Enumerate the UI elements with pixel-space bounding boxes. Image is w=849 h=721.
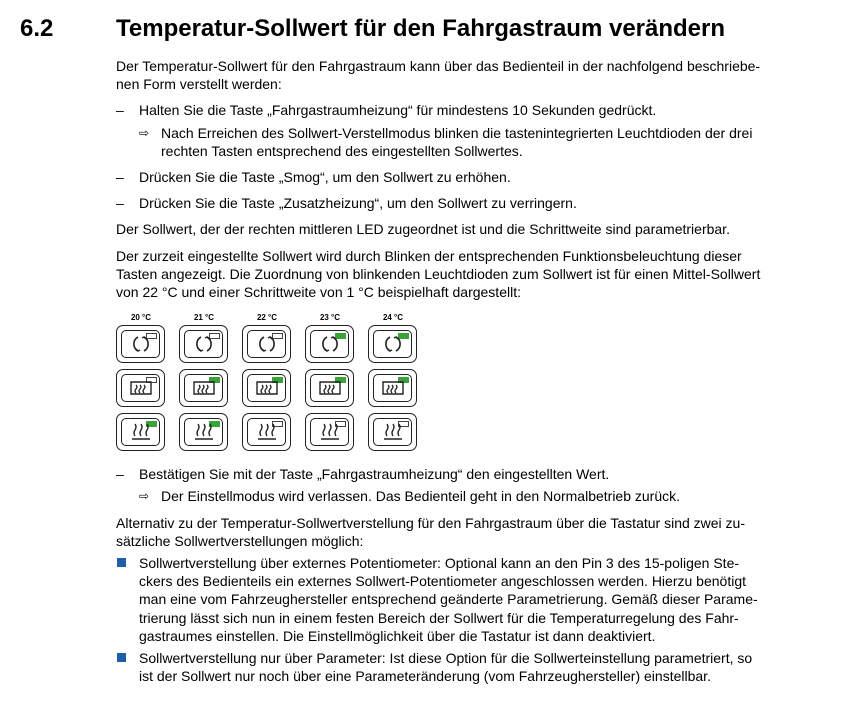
- button-face: [121, 418, 160, 446]
- step-text: Halten Sie die Taste „Fahrgastraumheizung“ für mindestens 10 Sekunden gedrückt.: [139, 102, 657, 119]
- zusatzheizung-button: [179, 413, 228, 451]
- bullet-line: Sollwertverstellung nur über Parameter: Ist diese Option für die Sollwerteinstellung parametriert, so: [139, 650, 753, 667]
- step-smog: [116, 168, 828, 186]
- section-body: [116, 57, 828, 685]
- intro-line: nen Form verstellt werden:: [116, 76, 282, 93]
- dash-marker: –: [116, 466, 124, 483]
- button-face: [247, 374, 286, 402]
- bullet-parameter: [116, 649, 828, 685]
- alternative-intro: [116, 514, 828, 550]
- section-number: 6.2: [20, 15, 54, 42]
- zusatzheizung-button: [116, 413, 165, 451]
- bullet-line: trierung lässt sich nun in einem festen Bereich der Sollwert für die Temperaturregelung des Fahr-: [139, 609, 739, 626]
- button-face: [310, 330, 349, 358]
- dash-marker: –: [116, 169, 124, 186]
- fahrgastraumheizung-button: [242, 325, 291, 363]
- fahrgastraumheizung-button: [305, 325, 354, 363]
- zusatzheizung-button: [242, 413, 291, 451]
- temperature-column-label: 23 °C: [319, 313, 341, 323]
- section-title: Temperatur-Sollwert für den Fahrgastraum verändern: [116, 15, 726, 42]
- button-face: [373, 330, 412, 358]
- button-face: [373, 374, 412, 402]
- led-paragraph: Der Sollwert, der der rechten mittleren LED zugeordnet ist und die Schrittweite sind parametrierbar.: [116, 221, 730, 238]
- button-face: [373, 418, 412, 446]
- intro-line: Der Temperatur-Sollwert für den Fahrgastraum kann über das Bedienteil in der nachfolgend beschriebe-: [116, 58, 761, 74]
- smog-button: [305, 369, 354, 407]
- bullet-line: Sollwertverstellung über externes Potentiometer: Optional kann an den Pin 3 des 15-poligen Ste-: [139, 555, 740, 572]
- button-face: [310, 374, 349, 402]
- button-face: [121, 374, 160, 402]
- step-confirm-result: [116, 487, 828, 505]
- dash-marker: –: [116, 102, 124, 119]
- temperature-column-label: 20 °C: [130, 313, 152, 323]
- fahrgastraumheizung-button: [368, 325, 417, 363]
- result-arrow-icon: ⇨: [139, 489, 150, 504]
- bullet-line: ckers des Bedienteils ein externes Sollwert-Potentiometer angeschlossen werden. Hierzu benötigt: [139, 573, 746, 590]
- result-line: rechten Tasten entsprechend des eingestellten Sollwertes.: [161, 142, 523, 159]
- button-face: [247, 418, 286, 446]
- button-face: [121, 330, 160, 358]
- bullet-line: gastraumes einstellen. Die Einstellmöglichkeit über die Tastatur ist dann deaktiviert.: [139, 627, 656, 644]
- step-text: Drücken Sie die Taste „Zusatzheizung“, um den Sollwert zu verringern.: [139, 195, 577, 212]
- bullet-line: ist der Sollwert nur noch über eine Parameteränderung (vom Fahrzeughersteller) einstellbar.: [139, 668, 711, 685]
- button-face: [184, 374, 223, 402]
- dash-marker: –: [116, 195, 124, 212]
- temperature-column-label: 21 °C: [193, 313, 215, 323]
- display-line: Der zurzeit eingestellte Sollwert wird durch Blinken der entsprechenden Funktionsbeleuchtung dieser: [116, 247, 742, 264]
- display-line: von 22 °C und einer Schrittweite von 1 °C beispielhaft dargestellt:: [116, 284, 521, 301]
- button-face: [184, 330, 223, 358]
- step-hold-button: [116, 101, 828, 119]
- smog-button: [242, 369, 291, 407]
- step-text: Drücken Sie die Taste „Smog“, um den Sollwert zu erhöhen.: [139, 169, 511, 186]
- smog-button: [179, 369, 228, 407]
- bullet-line: man eine vom Fahrzeughersteller entsprechend geänderte Parametrierung. Gemäß dieser Parame-: [139, 591, 758, 608]
- zusatzheizung-button: [305, 413, 354, 451]
- intro-paragraph: [116, 57, 828, 93]
- alt-line: Alternativ zu der Temperatur-Sollwertverstellung für den Fahrgastraum über die Tastatur sind zwei zu-: [116, 514, 745, 531]
- zusatzheizung-button: [368, 413, 417, 451]
- step-confirm: [116, 465, 828, 483]
- bullet-potentiometer: [116, 554, 828, 645]
- smog-button: [368, 369, 417, 407]
- button-face: [184, 418, 223, 446]
- temperature-column-label: 22 °C: [256, 313, 278, 323]
- button-face: [247, 330, 286, 358]
- result-arrow-icon: ⇨: [139, 125, 150, 140]
- alt-line: sätzliche Sollwertverstellungen möglich:: [116, 532, 364, 549]
- result-line: Der Einstellmodus wird verlassen. Das Bedienteil geht in den Normalbetrieb zurück.: [161, 488, 681, 505]
- fahrgastraumheizung-button: [179, 325, 228, 363]
- step-text: Bestätigen Sie mit der Taste „Fahrgastraumheizung“ den eingestellten Wert.: [139, 466, 610, 483]
- bullet-square-icon: [117, 558, 126, 567]
- temperature-column-label: 24 °C: [382, 313, 404, 323]
- step-hold-result: [116, 124, 828, 160]
- step-zusatzheizung: [116, 194, 828, 212]
- fahrgastraumheizung-button: [116, 325, 165, 363]
- result-line: Nach Erreichen des Sollwert-Verstellmodus blinken die tastenintegrierten Leuchtdioden der drei: [161, 124, 753, 141]
- smog-button: [116, 369, 165, 407]
- led-setpoint-diagram: [116, 309, 436, 457]
- display-paragraph: [116, 247, 828, 302]
- bullet-square-icon: [117, 653, 126, 662]
- button-face: [310, 418, 349, 446]
- display-line: Tasten angezeigt. Die Zuordnung von blinkenden Leuchtdioden zum Sollwert ist für einen Mittel-Sollwert: [116, 265, 761, 282]
